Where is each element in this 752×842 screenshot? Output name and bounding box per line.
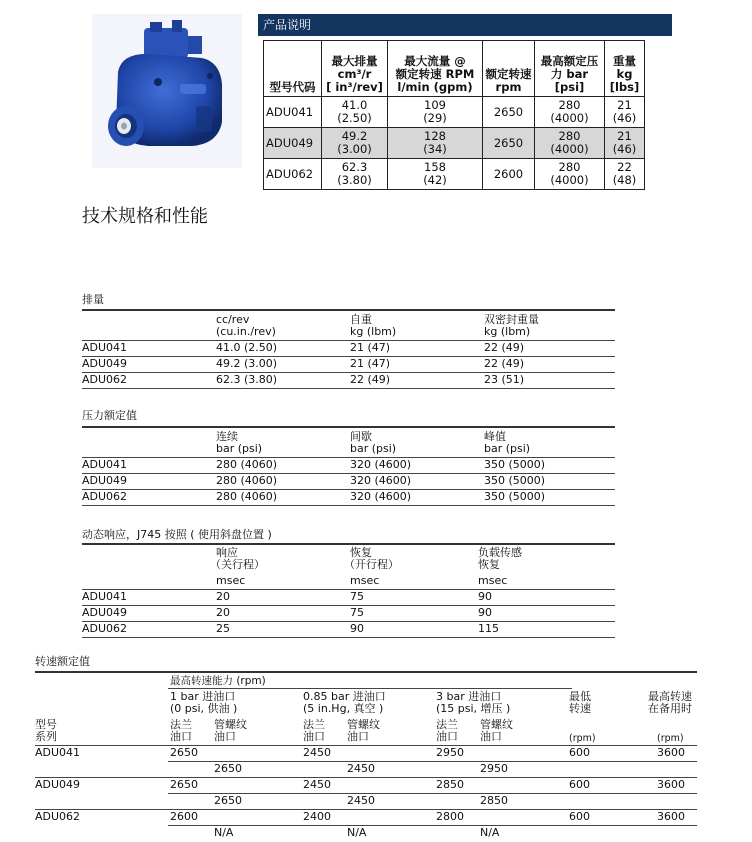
- row-value: 320 (4600): [350, 458, 412, 471]
- row-value: 350 (5000): [484, 474, 546, 487]
- divider: [168, 825, 697, 826]
- displacement-cell: 41.0 (2.50): [322, 97, 388, 128]
- pressure-cell: 280 (4000): [535, 159, 605, 190]
- flow-cell: 128 (34): [388, 128, 483, 159]
- col-flow-l2: 额定转速 RPM: [395, 67, 475, 81]
- col-pressure-header: [535, 41, 605, 97]
- speed-title: 转速额定值: [35, 655, 90, 668]
- pressure-title: 压力额定值: [82, 409, 137, 422]
- row-value: 280 (4060): [216, 474, 278, 487]
- group2-l1: 0.85 bar 进油口: [303, 690, 386, 703]
- flange-h1: 法兰: [170, 718, 192, 731]
- resp-col1-h2: （关行程）: [210, 558, 265, 571]
- row-model: ADU041: [82, 458, 128, 471]
- col-weight-header: [605, 41, 645, 97]
- group1-l2: (0 psi, 供油 ): [170, 702, 238, 715]
- resp-col3-h3: msec: [478, 574, 508, 587]
- thread-value: 2450: [347, 794, 375, 807]
- divider: [82, 505, 615, 506]
- thread-value: N/A: [347, 826, 367, 839]
- flange-h1: 法兰: [436, 718, 458, 731]
- row-model: ADU062: [82, 622, 128, 635]
- row-model: ADU049: [82, 606, 128, 619]
- row-value: 90: [478, 590, 492, 603]
- row-model: ADU041: [82, 341, 128, 354]
- pressure-cell: 280 (4000): [535, 97, 605, 128]
- row-value: 75: [350, 590, 364, 603]
- pressure-cell: 280 (4000): [535, 128, 605, 159]
- flange-value: 2450: [303, 778, 331, 791]
- row-value: 350 (5000): [484, 458, 546, 471]
- flange-h2: 油口: [436, 730, 458, 743]
- row-value: 20: [216, 606, 230, 619]
- row-value: 320 (4600): [350, 474, 412, 487]
- press-col3-h1: 峰值: [484, 430, 506, 443]
- thread-value: 2650: [214, 762, 242, 775]
- resp-col1-h1: 响应: [216, 546, 238, 559]
- flange-value: 2650: [170, 778, 198, 791]
- row-model: ADU049: [82, 357, 128, 370]
- col-pressure-l2: 力 bar [psi]: [550, 67, 589, 94]
- col-rpm-label: 额定转速 rpm: [485, 67, 532, 94]
- product-table-header-row: [264, 41, 645, 97]
- thread-value: N/A: [214, 826, 234, 839]
- thread-h2: 油口: [214, 730, 236, 743]
- divider: [82, 605, 615, 606]
- group3-l2: (15 psi, 增压 ): [436, 702, 511, 715]
- col-model-label: 型号代码: [269, 80, 316, 94]
- standby-value: 3600: [657, 778, 685, 791]
- flange-h2: 油口: [303, 730, 325, 743]
- thread-value: 2950: [480, 762, 508, 775]
- thread-value: 2650: [214, 794, 242, 807]
- disp-col2-h1: 自重: [350, 313, 372, 326]
- model-cell: ADU041: [264, 97, 322, 128]
- col-flow-header: [388, 41, 483, 97]
- standby-h1: 最高转速: [648, 690, 692, 703]
- divider: [82, 356, 615, 357]
- weight-cell: 22 (48): [605, 159, 645, 190]
- divider: [82, 621, 615, 622]
- group1-l1: 1 bar 进油口: [170, 690, 236, 703]
- model-h1: 型号: [35, 718, 57, 731]
- weight-cell: 21 (46): [605, 128, 645, 159]
- rpm-cell: 2650: [483, 128, 535, 159]
- row-value: 22 (49): [350, 373, 391, 386]
- divider: [82, 372, 615, 373]
- standby-value: 3600: [657, 746, 685, 759]
- divider: [82, 388, 615, 389]
- model-cell: ADU049: [264, 128, 322, 159]
- row-model: ADU049: [35, 778, 81, 791]
- row-model: ADU049: [82, 474, 128, 487]
- row-value: 90: [350, 622, 364, 635]
- group3-l1: 3 bar 进油口: [436, 690, 502, 703]
- col-displacement-l2: cm³/r: [337, 67, 372, 81]
- divider: [82, 543, 615, 545]
- col-displacement-l3: [ in³/rev]: [326, 80, 383, 94]
- row-value: 23 (51): [484, 373, 525, 386]
- row-model: ADU062: [82, 490, 128, 503]
- flange-value: 2850: [436, 778, 464, 791]
- product-table: [263, 40, 645, 190]
- disp-col3-h1: 双密封重量: [484, 313, 539, 326]
- min-value: 600: [569, 778, 590, 791]
- resp-col2-h2: （开行程）: [344, 558, 399, 571]
- resp-col2-h1: 恢复: [350, 546, 372, 559]
- col-flow-l3: l/min (gpm): [397, 80, 473, 94]
- disp-col1-h1: cc/rev: [216, 313, 250, 326]
- flange-value: 2650: [170, 746, 198, 759]
- press-col2-h2: bar (psi): [350, 442, 397, 455]
- row-value: 75: [350, 606, 364, 619]
- thread-h1: 管螺纹: [214, 718, 247, 731]
- divider: [168, 761, 697, 762]
- min-value: 600: [569, 810, 590, 823]
- col-flow-l1: 最大流量 @: [404, 54, 466, 68]
- standby-h2: 在备用时: [648, 702, 692, 715]
- row-value: 41.0 (2.50): [216, 341, 278, 354]
- divider: [35, 809, 697, 810]
- row-value: 280 (4060): [216, 490, 278, 503]
- thread-h2: 油口: [480, 730, 502, 743]
- row-value: 90: [478, 606, 492, 619]
- disp-col2-h2: kg (lbm): [350, 325, 397, 338]
- col-pressure-l1: 最高额定压: [540, 54, 599, 68]
- min-h2: 转速: [569, 702, 591, 715]
- thread-h2: 油口: [347, 730, 369, 743]
- row-model: ADU062: [35, 810, 81, 823]
- model-h2: 系列: [35, 730, 57, 743]
- disp-col3-h2: kg (lbm): [484, 325, 531, 338]
- row-value: 21 (47): [350, 341, 391, 354]
- row-value: 21 (47): [350, 357, 391, 370]
- divider: [35, 745, 697, 746]
- product-header: 产品说明: [258, 14, 672, 36]
- response-title: 动态响应，J745 按照 ( 使用斜盘位置 ): [82, 528, 272, 541]
- resp-col3-h2: 恢复: [478, 558, 500, 571]
- min-value: 600: [569, 746, 590, 759]
- row-value: 25: [216, 622, 230, 635]
- resp-col3-h1: 负载传感: [478, 546, 522, 559]
- col-rpm-header: [483, 41, 535, 97]
- rpm-cell: 2650: [483, 97, 535, 128]
- product-row: [264, 97, 645, 128]
- col-weight-l1: 重量: [613, 54, 636, 68]
- divider: [168, 793, 697, 794]
- thread-h1: 管螺纹: [347, 718, 380, 731]
- row-model: ADU041: [82, 590, 128, 603]
- min-h1: 最低: [569, 690, 591, 703]
- col-displacement-header: [322, 41, 388, 97]
- flange-value: 2450: [303, 746, 331, 759]
- row-value: 22 (49): [484, 357, 525, 370]
- flange-h2: 油口: [170, 730, 192, 743]
- weight-cell: 21 (46): [605, 97, 645, 128]
- press-col2-h1: 间歇: [350, 430, 372, 443]
- disp-col1-h2: (cu.in./rev): [216, 325, 276, 338]
- rpm-cell: 2600: [483, 159, 535, 190]
- row-value: 62.3 (3.80): [216, 373, 278, 386]
- col-displacement-l1: 最大排量: [331, 54, 378, 68]
- row-value: 22 (49): [484, 341, 525, 354]
- model-cell: ADU062: [264, 159, 322, 190]
- divider: [82, 637, 615, 638]
- row-value: 49.2 (3.00): [216, 357, 278, 370]
- flange-value: 2950: [436, 746, 464, 759]
- resp-col2-h3: msec: [350, 574, 380, 587]
- thread-value: 2850: [480, 794, 508, 807]
- divider: [82, 589, 615, 590]
- thread-value: N/A: [480, 826, 500, 839]
- pump-image: [92, 14, 242, 168]
- divider: [82, 309, 615, 311]
- flange-value: 2400: [303, 810, 331, 823]
- thread-h1: 管螺纹: [480, 718, 513, 731]
- speed-max-label: 最高转速能力 (rpm): [170, 675, 266, 687]
- displacement-cell: 49.2 (3.00): [322, 128, 388, 159]
- col-model-header: [264, 41, 322, 97]
- press-col3-h2: bar (psi): [484, 442, 531, 455]
- divider: [82, 426, 615, 428]
- flow-cell: 109 (29): [388, 97, 483, 128]
- product-row: [264, 128, 645, 159]
- displacement-cell: 62.3 (3.80): [322, 159, 388, 190]
- divider: [168, 688, 572, 689]
- row-value: 350 (5000): [484, 490, 546, 503]
- resp-col1-h3: msec: [216, 574, 246, 587]
- flange-h1: 法兰: [303, 718, 325, 731]
- col-weight-l3: [lbs]: [609, 80, 640, 94]
- page-title: 技术规格和性能: [82, 206, 208, 227]
- product-row: [264, 159, 645, 190]
- group2-l2: (5 in.Hg, 真空 ): [303, 702, 384, 715]
- thread-value: 2450: [347, 762, 375, 775]
- press-col1-h2: bar (psi): [216, 442, 263, 455]
- min-unit: (rpm): [569, 733, 596, 744]
- row-value: 280 (4060): [216, 458, 278, 471]
- col-weight-l2: kg: [616, 67, 633, 81]
- row-value: 115: [478, 622, 499, 635]
- flange-value: 2600: [170, 810, 198, 823]
- flow-cell: 158 (42): [388, 159, 483, 190]
- row-model: ADU041: [35, 746, 81, 759]
- row-model: ADU062: [82, 373, 128, 386]
- row-value: 320 (4600): [350, 490, 412, 503]
- displacement-title: 排量: [82, 293, 104, 306]
- press-col1-h1: 连续: [216, 430, 238, 443]
- row-value: 20: [216, 590, 230, 603]
- divider: [35, 777, 697, 778]
- standby-unit: (rpm): [657, 733, 684, 744]
- divider: [82, 340, 615, 341]
- flange-value: 2800: [436, 810, 464, 823]
- standby-value: 3600: [657, 810, 685, 823]
- divider: [35, 671, 697, 673]
